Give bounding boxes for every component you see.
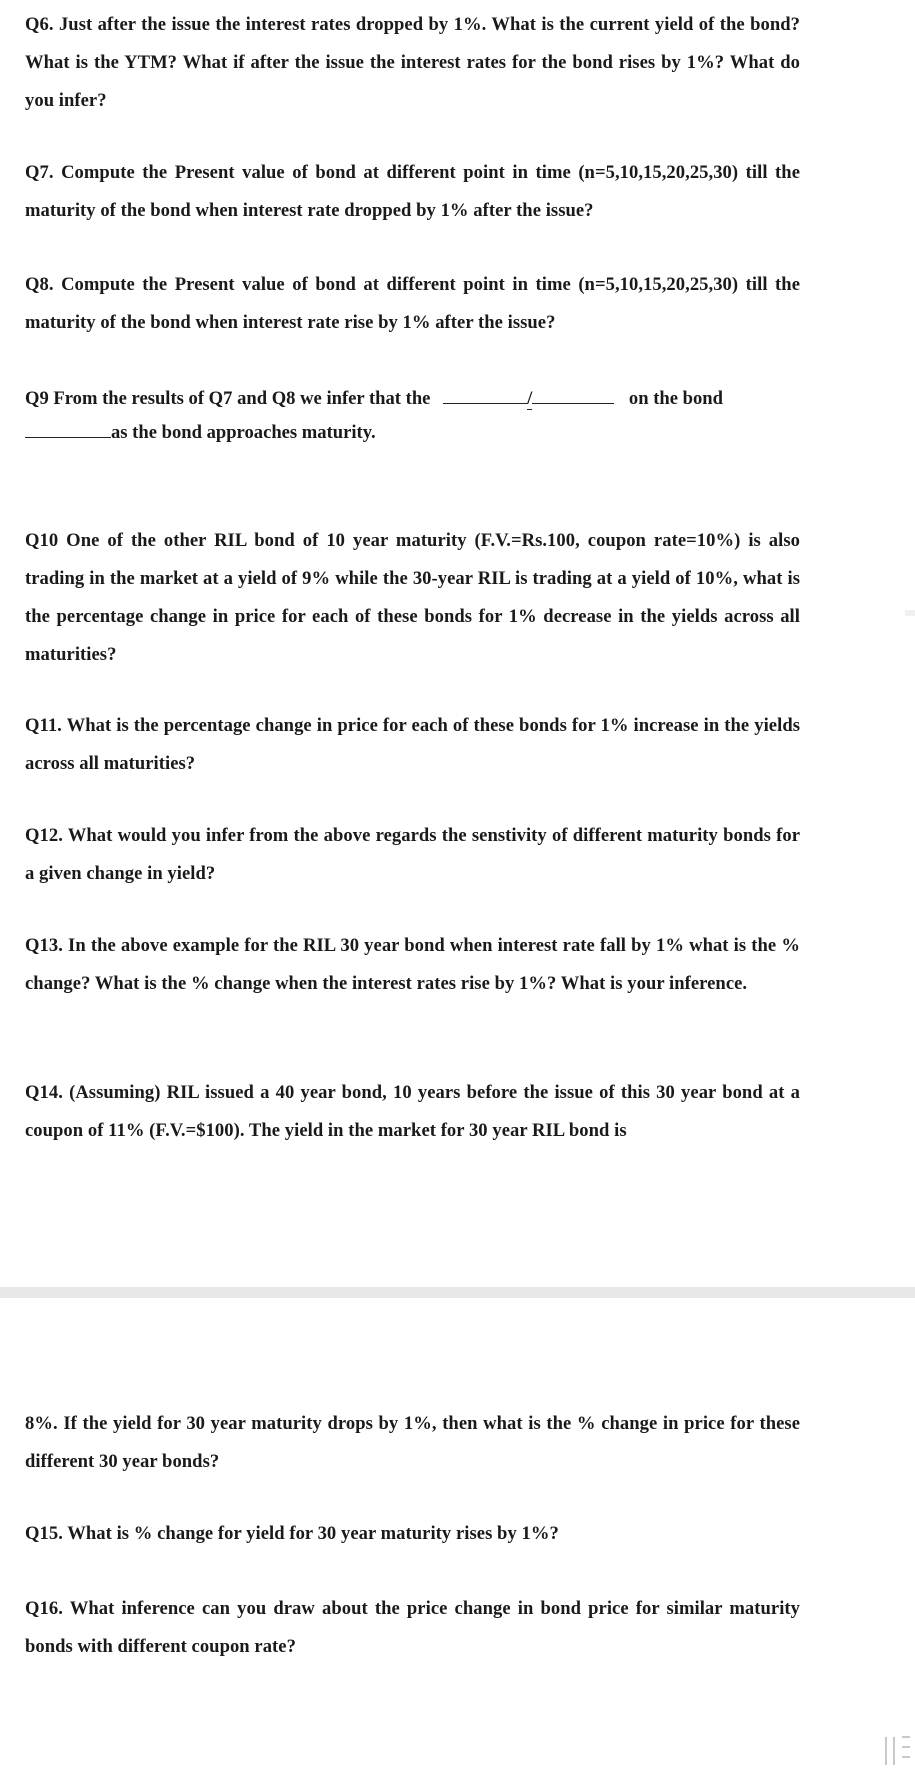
question-q10: Q10 One of the other RIL bond of 10 year maturity (F.V.=Rs.100, coupon rate=10%) is also trading in the market at a yield of 9% while the 30-year RIL is trading at a yield of 10%, what is the percentage change in price for each of these bonds for 1% decrease in the yields across all maturities? [25,530,800,665]
question-q11: Q11. What is the percentage change in price for each of these bonds for 1% increase in the yields across all maturities? [25,715,800,774]
q9-text-part3: as the bond approaches maturity. [111,422,376,443]
q9-blank-3 [25,419,111,438]
q9-text-part1: Q9 From the results of Q7 and Q8 we infer that the [25,388,431,409]
question-q8: Q8. Compute the Present value of bond at different point in time (n=5,10,15,20,25,30) till the maturity of the bond when interest rate rise by 1% after the issue? [25,274,800,333]
question-q14-continued: 8%. If the yield for 30 year maturity drops by 1%, then what is the % change in price for these different 30 year bonds? [25,1413,800,1472]
question-q12: Q12. What would you infer from the above regards the senstivity of different maturity bonds for a given change in yield? [25,825,800,884]
question-q16: Q16. What inference can you draw about the price change in bond price for similar maturity bonds with different coupon rate? [25,1598,800,1657]
question-q9-line1 [25,380,800,418]
question-q9-line2 [25,414,376,452]
q9-text-part2: on the bond [628,388,723,409]
q9-blank-2 [532,385,614,404]
q9-slash: / [527,388,533,409]
question-q6: Q6. Just after the issue the interest rates dropped by 1%. What is the current yield of the bond? What is the YTM? What if after the issue the interest rates for the bond rises by 1%? What do you infer? [25,14,800,111]
question-q13: Q13. In the above example for the RIL 30 year bond when interest rate fall by 1% what is the % change? What is the % change when the interest rates rise by 1%? What is your inference. [25,935,800,994]
question-q7: Q7. Compute the Present value of bond at different point in time (n=5,10,15,20,25,30) till the maturity of the bond when interest rate dropped by 1% after the issue? [25,162,800,221]
right-edge-mark [905,610,915,616]
question-q15: Q15. What is % change for yield for 30 year maturity rises by 1%? [25,1523,559,1544]
drag-handle-icon[interactable] [880,1735,910,1767]
page-separator [0,1287,915,1298]
question-q14: Q14. (Assuming) RIL issued a 40 year bond, 10 years before the issue of this 30 year bond at a coupon of 11% (F.V.=$100). The yield in the market for 30 year RIL bond is [25,1082,800,1141]
q9-blank-1 [443,385,527,404]
